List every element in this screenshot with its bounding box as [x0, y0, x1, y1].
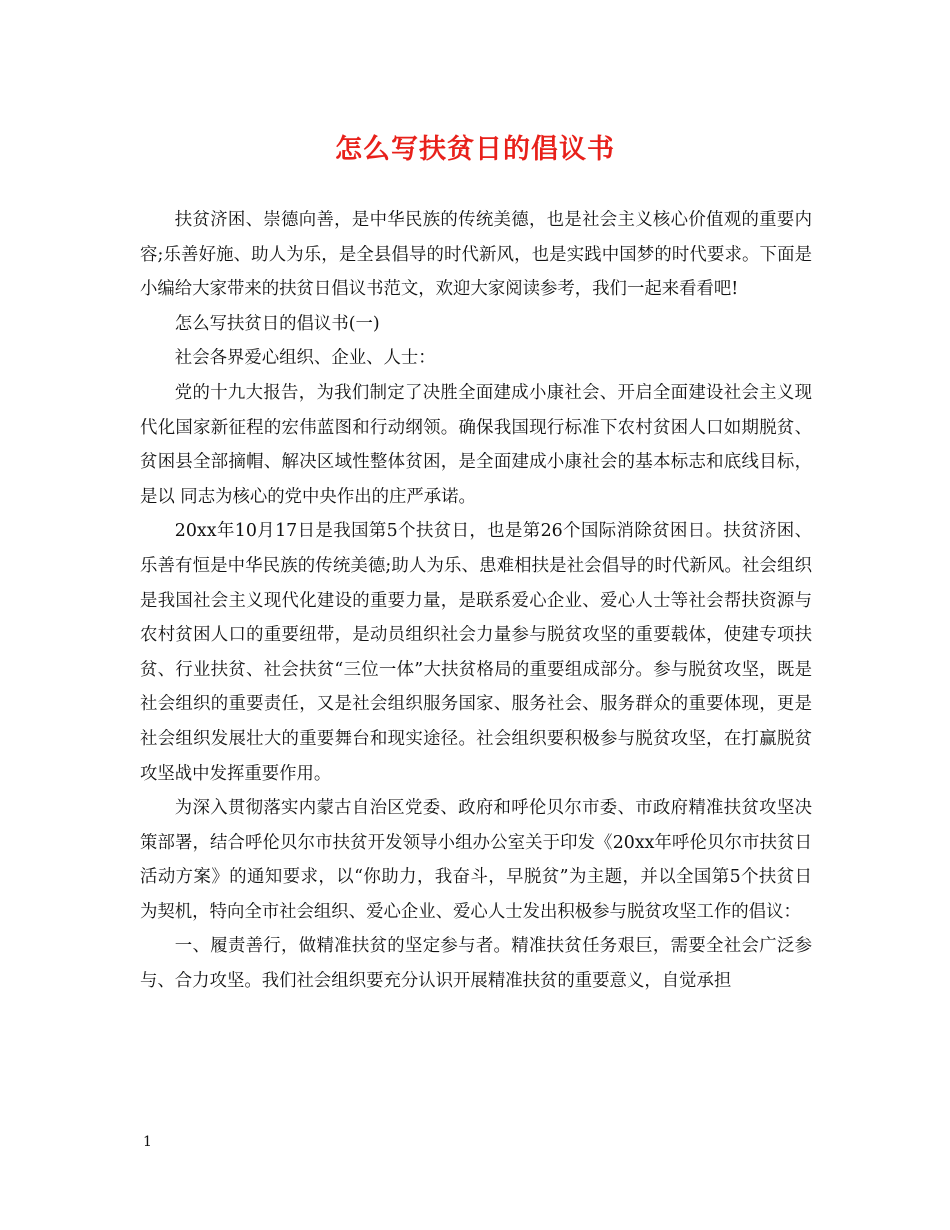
document-body	[140, 203, 812, 999]
page-number: 1	[143, 1134, 152, 1150]
document-title: 怎么写扶贫日的倡议书	[335, 134, 615, 165]
paragraph-body-1: 党的十九大报告，为我们制定了决胜全面建成小康社会、开启全面建设社会主义现代化国家新征程的宏伟蓝图和行动纲领。确保我国现行标准下农村贫困人口如期脱贫、贫困县全部摘帽、解决区域性整体贫困，是全面建成小康社会的基本标志和底线目标，是以 同志为核心的党中央作出的庄严承诺。	[140, 382, 812, 507]
paragraph-body-3: 为深入贯彻落实内蒙古自治区党委、政府和呼伦贝尔市委、市政府精准扶贫攻坚决策部署，结合呼伦贝尔市扶贫开发领导小组办公室关于印发《20xx年呼伦贝尔市扶贫日活动方案》的通知要求，以“你助力，我奋斗，早脱贫”为主题，并以全国第5个扶贫日为契机，特向全市社会组织、爱心企业、爱心人士发出积极参与脱贫攻坚工作的倡议：	[140, 798, 812, 922]
paragraph-body-4: 一、履责善行，做精准扶贫的坚定参与者。精准扶贫任务艰巨，需要全社会广泛参与、合力攻坚。我们社会组织要充分认识开展精准扶贫的重要意义，自觉承担	[140, 936, 812, 992]
paragraph-subtitle: 怎么写扶贫日的倡议书(一)	[174, 313, 380, 334]
paragraph-body-2: 20xx年10月17日是我国第5个扶贫日，也是第26个国际消除贫困日。扶贫济困、乐善有恒是中华民族的传统美德;助人为乐、患难相扶是社会倡导的时代新风。社会组织是我国社会主义现代化建设的重要力量，是联系爱心企业、爱心人士等社会帮扶资源与农村贫困人口的重要纽带，是动员组织社会力量参与脱贫攻坚的重要载体，使建专项扶贫、行业扶贫、社会扶贫“三位一体”大扶贫格局的重要组成部分。参与脱贫攻坚，既是社会组织的重要责任，又是社会组织服务国家、服务社会、服务群众的重要体现，更是社会组织发展壮大的重要舞台和现实途径。社会组织要积极参与脱贫攻坚，在打赢脱贫攻坚战中发挥重要作用。	[140, 521, 812, 784]
paragraph-salutation: 社会各界爱心组织、企业、人士：	[174, 348, 436, 369]
paragraph-intro: 扶贫济困、崇德向善，是中华民族的传统美德，也是社会主义核心价值观的重要内容;乐善好施、助人为乐，是全县倡导的时代新风，也是实践中国梦的时代要求。下面是小编给大家带来的扶贫日倡议书范文，欢迎大家阅读参考，我们一起来看看吧!	[140, 210, 812, 300]
